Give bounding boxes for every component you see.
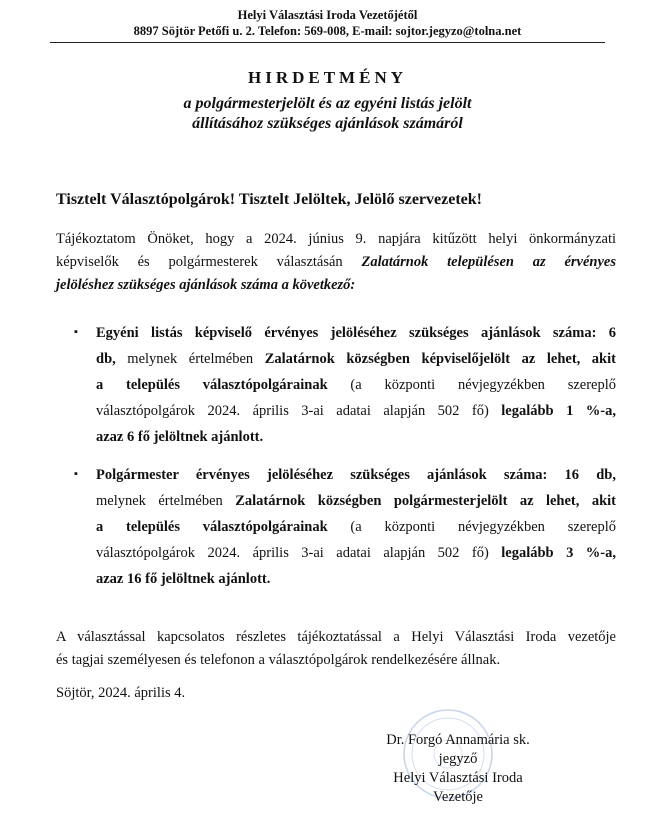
bullet-line <box>96 566 616 592</box>
closing-line2: és tagjai személyesen és telefonon a választópolgárok rendelkezésére állnak. <box>56 652 501 668</box>
intro-line1: Tájékoztatom Önöket, hogy a 2024. június 9. napjára kitűzött helyi önkormányzati <box>56 231 616 247</box>
bullet-line <box>96 462 616 488</box>
document-date: Söjtör, 2024. április 4. <box>56 685 186 701</box>
signatory-office: Helyi Választási Iroda <box>393 770 523 786</box>
bullet-bold-text: db, <box>96 351 116 367</box>
bullet-bold-text: azaz 6 fő jelöltnek ajánlott. <box>96 429 264 445</box>
bullet-line <box>96 540 616 566</box>
signature-block <box>358 731 558 807</box>
bullet-text: választópolgárok 2024. április 3-ai adatai alapján 502 fő) <box>96 545 502 561</box>
bullet-marker: ▪ <box>74 468 78 480</box>
bullet-bold-text: Zalatárnok községben polgármesterjelölt az lehet, akit <box>235 493 617 509</box>
intro-line3-emphasis: jelöléshez szükséges ajánlások száma a következő: <box>56 277 356 293</box>
document-subtitle-line1: a polgármesterjelölt és az egyéni listás jelölt <box>183 95 472 112</box>
bullet-line <box>96 398 616 424</box>
bullet-bold-text: legalább 3 %-a, <box>501 545 616 561</box>
document-title: HIRDETMÉNY <box>247 68 407 87</box>
closing-line1: A választással kapcsolatos részletes tájékoztatással a Helyi Választási Iroda vezetője <box>56 629 616 645</box>
bullet-line <box>96 320 616 346</box>
bullet-bold-text: Zalatárnok községben képviselőjelölt az lehet, akit <box>264 351 616 367</box>
bullet-line <box>96 346 616 372</box>
bullet-line <box>96 372 616 398</box>
bullet-text: választópolgárok 2024. április 3-ai adatai alapján 502 fő) <box>96 403 502 419</box>
bullet-item-councillor <box>96 320 616 450</box>
intro-line2-emphasis: Zalatárnok településen az érvényes <box>361 254 616 270</box>
bullet-bold-text: azaz 16 fő jelöltnek ajánlott. <box>96 571 271 587</box>
bullet-line <box>96 514 616 540</box>
intro-line2-text: képviselők és polgármesterek választásán <box>56 254 362 270</box>
bullet-text: (a központi névjegyzékben szereplő <box>327 519 616 535</box>
bullet-text: melynek értelmében <box>96 493 236 509</box>
bullet-bold-text: a település választópolgárainak <box>96 377 328 393</box>
bullet-item-mayor <box>96 462 616 592</box>
letterhead-office: Helyi Választási Iroda Vezetőjétől <box>237 8 418 22</box>
intro-line2 <box>56 251 616 274</box>
bullet-line <box>96 424 616 450</box>
document-subtitle-line2: állításához szükséges ajánlások számáról <box>192 115 463 132</box>
signatory-name: Dr. Forgó Annamária sk. <box>386 732 530 748</box>
bullet-text: (a központi névjegyzékben szereplő <box>327 377 616 393</box>
bullet-marker: ▪ <box>74 326 78 338</box>
signatory-position: Vezetője <box>433 789 483 805</box>
bullet-bold-text: Polgármester érvényes jelöléséhez szükséges ajánlások száma: 16 db, <box>96 467 616 483</box>
intro-line3 <box>56 274 616 297</box>
greeting: Tisztelt Választópolgárok! Tisztelt Jelöltek, Jelölő szervezetek! <box>56 191 482 208</box>
letterhead-divider <box>50 42 605 43</box>
bullet-bold-text: a település választópolgárainak <box>96 519 328 535</box>
bullet-line <box>96 488 616 514</box>
bullet-bold-text: legalább 1 %-a, <box>501 403 616 419</box>
closing-paragraph <box>56 626 616 672</box>
letterhead-contact: 8897 Söjtör Petőfi u. 2. Telefon: 569-008, E-mail: sojtor.jegyzo@tolna.net <box>133 24 522 38</box>
signatory-role: jegyző <box>438 751 478 767</box>
bullet-bold-text: Egyéni listás képviselő érvényes jelöléséhez szükséges ajánlások száma: 6 <box>96 325 616 341</box>
bullet-text: melynek értelmében <box>115 351 265 367</box>
intro-paragraph <box>56 228 616 297</box>
